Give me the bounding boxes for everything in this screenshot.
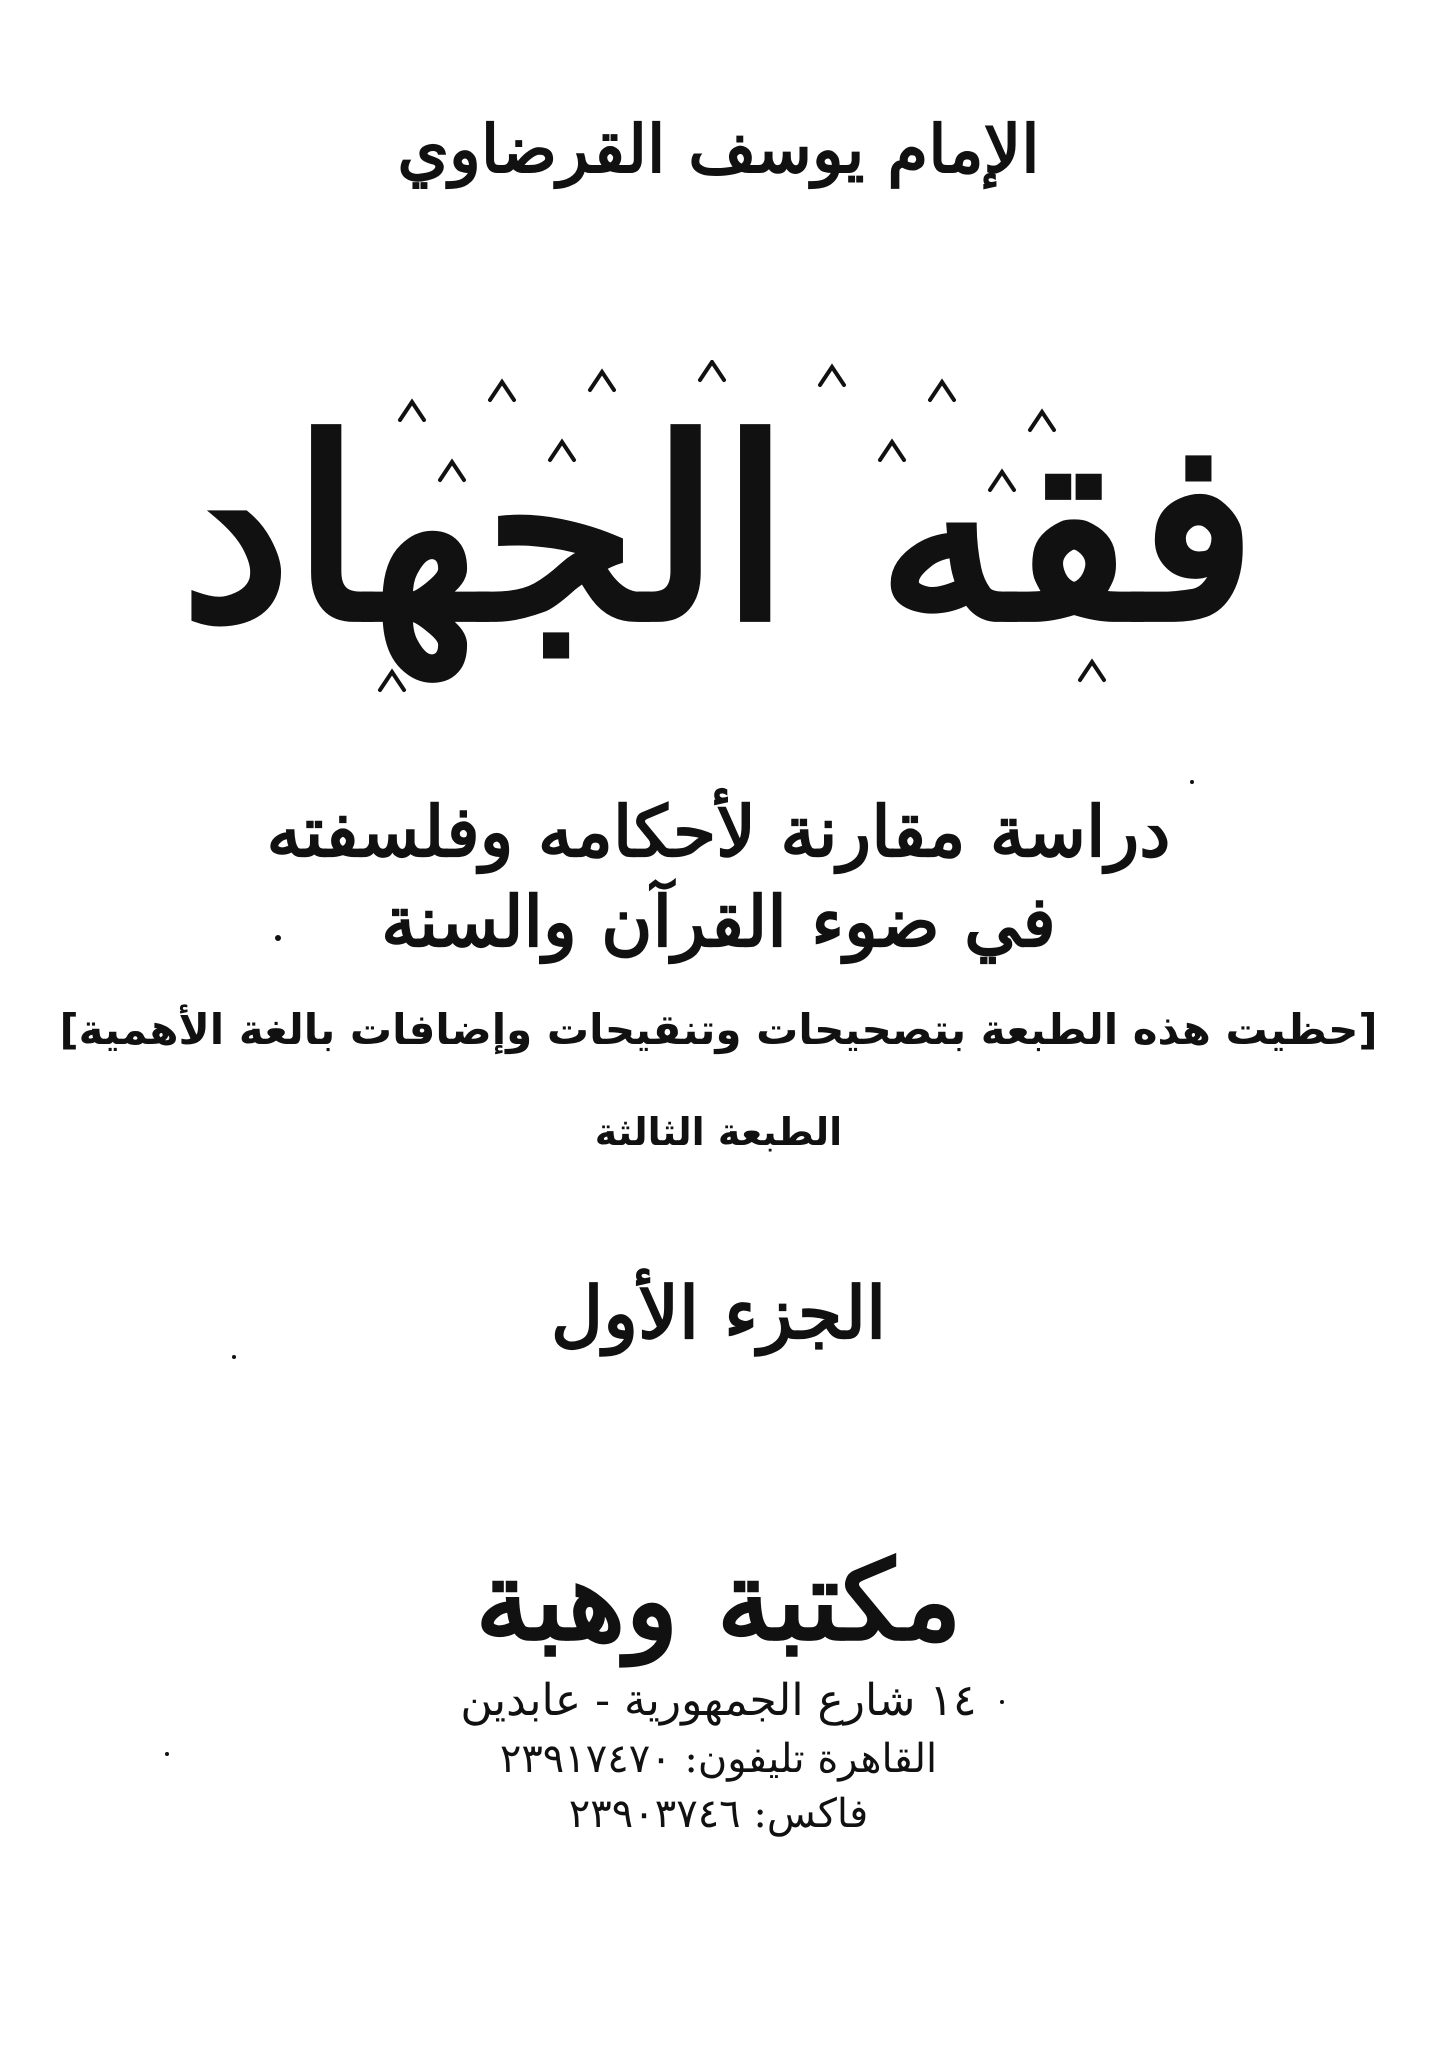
subtitle-line-2: في ضوء القرآن والسنة [381, 880, 1056, 963]
publisher-name: مكتبة وهبة [475, 1536, 962, 1665]
book-title: فقه الجهاد [180, 383, 1257, 677]
publisher-fax: فاكس: ٢٣٩٠٣٧٤٦ [568, 1791, 869, 1837]
stray-dot [1000, 1700, 1004, 1704]
stray-dot [232, 1355, 236, 1359]
edition-note: [حظيت هذه الطبعة بتصحيحات وتنقيحات وإضافات بالغة الأهمية] [59, 1005, 1378, 1054]
publisher-address: ١٤ شارع الجمهورية - عابدين [460, 1675, 977, 1726]
stray-dot [275, 935, 281, 941]
volume-label: الجزء الأول [550, 1270, 887, 1355]
publisher-phone: القاهرة تليفون: ٢٣٩١٧٤٧٠ [499, 1736, 938, 1782]
subtitle-line-1: دراسة مقارنة لأحكامه وفلسفته [266, 790, 1171, 873]
stray-dot [165, 1752, 169, 1756]
author-name: الإمام يوسف القرضاوي [397, 110, 1040, 188]
stray-dot [1190, 780, 1194, 784]
edition-label: الطبعة الثالثة [594, 1110, 843, 1154]
